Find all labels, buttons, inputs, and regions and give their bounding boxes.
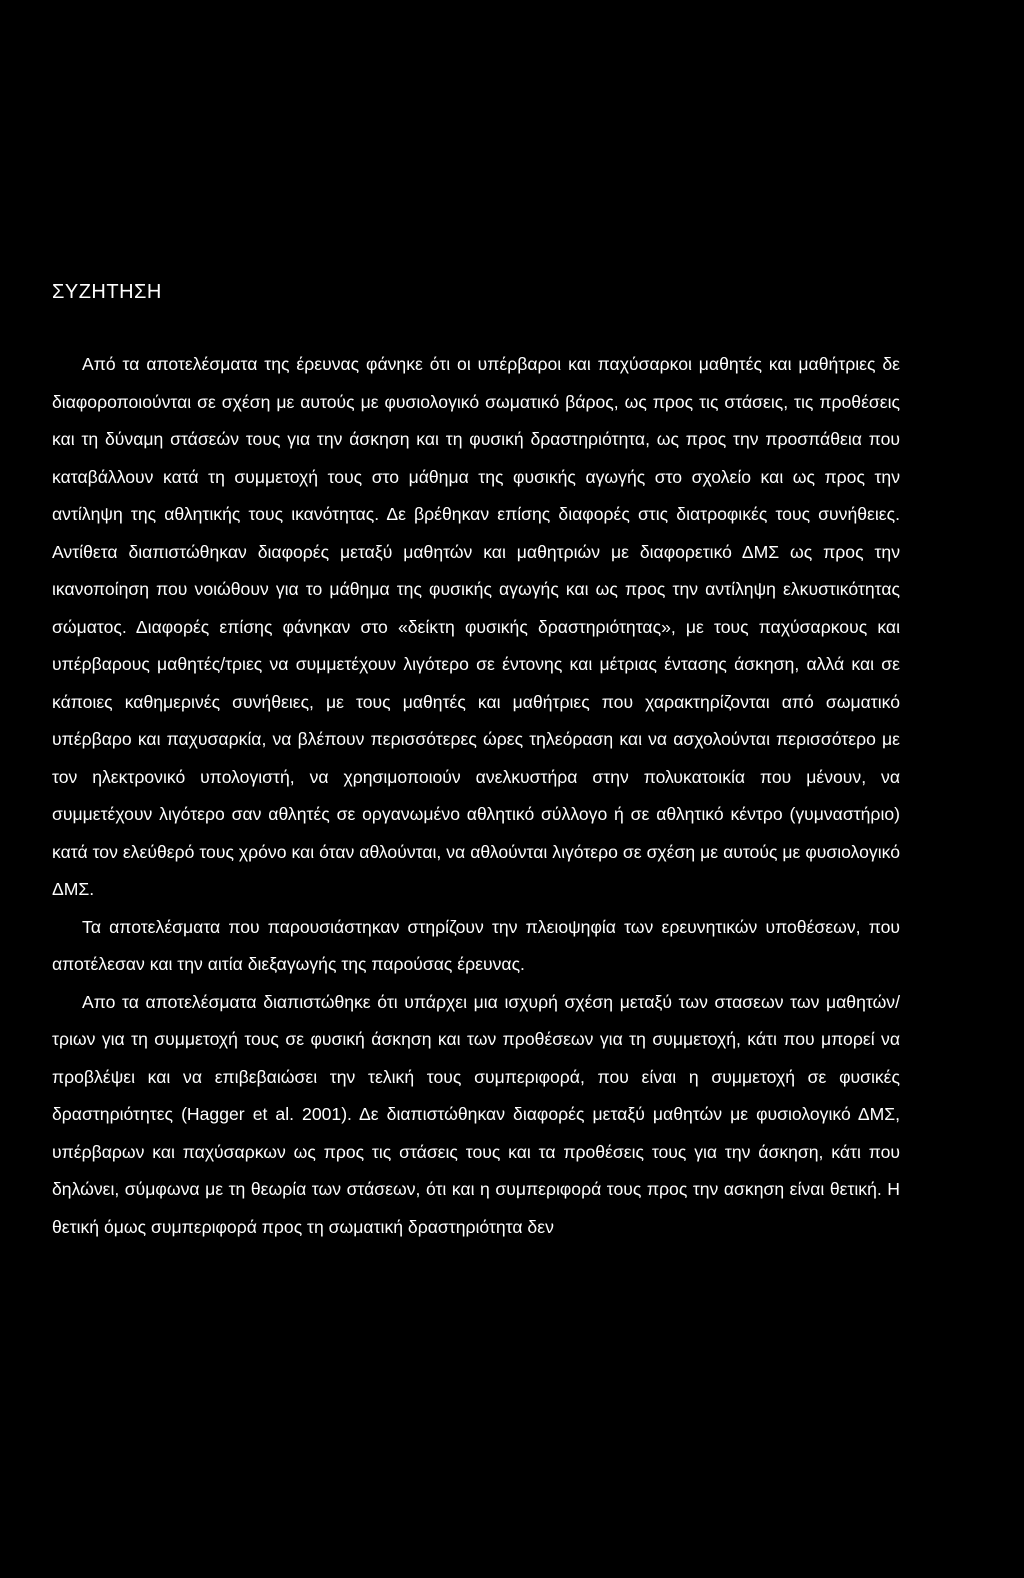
section-heading: ΣΥΖΗΤΗΣΗ [52, 281, 162, 303]
paragraph-findings: Από τα αποτελέσματα της έρευνας φάνηκε ότι οι υπέρβαροι και παχύσαρκοι μαθητές και μαθήτριες δε διαφοροποιούνται σε σχέση με αυτούς με φυσιολογικό σωματικό βάρος, ως προς τις στάσεις, τις προθέσεις και τη δύναμη στάσεών τους για την άσκηση και τη φυσική δραστηριότητα, ως προς την προσπάθεια που καταβάλλουν κατά τη συμμετοχή τους στο μάθημα της φυσικής αγωγής στο σχολείο και ως προς την αντίληψη της αθλητικής τους ικανότητας. Δε βρέθηκαν επίσης διαφορές στις διατροφικές τους συνήθειες. Αντίθετα διαπιστώθηκαν διαφορές μεταξύ μαθητών και μαθητριών με διαφορετικό ΔΜΣ ως προς την ικανοποίηση που νοιώθουν για το μάθημα της φυσικής αγωγής και ως προς την αντίληψη ελκυστικότητας σώματος. Διαφορές επίσης φάνηκαν στο «δείκτη φυσικής δραστηριότητας», με τους παχύσαρκους και υπέρβαρους μαθητές/τριες να συμμετέχουν λιγότερο σε έντονης και μέτριας έντασης άσκηση, αλλά και σε κάποιες καθημερινές συνήθειες, με τους μαθητές και μαθήτριες που χαρακτηρίζονται από σωματικό υπέρβαρο και παχυσαρκία, να βλέπουν περισσότερες ώρες τηλεόραση και να ασχολούνται περισσότερο με τον ηλεκτρονικό υπολογιστή, να χρησιμοποιούν ανελκυστήρα στην πολυκατοικία που μένουν, να συμμετέχουν λιγότερο σαν αθλητές σε οργανωμένο αθλητικό σύλλογο ή σε αθλητικό κέντρο (γυμναστήριο) κατά τον ελεύθερό τους χρόνο και όταν αθλούνται, να αθλούνται λιγότερο σε σχέση με αυτούς με φυσιολογικό ΔΜΣ. [52, 354, 900, 899]
paragraph-attitudes: Απο τα αποτελέσματα διαπιστώθηκε ότι υπάρχει μια ισχυρή σχέση μεταξύ των στασεων των μαθητών/τριων για τη συμμετοχή τους σε φυσική άσκηση και των προθέσεων για τη συμμετοχή, κάτι που μπορεί να προβλέψει και να επιβεβαιώσει την τελική τους συμπεριφορά, που είναι η συμμετοχή σε φυσικές δραστηριότητες (Hagger et al. 2001). Δε διαπιστώθηκαν διαφορές μεταξύ μαθητών με φυσιολογικό ΔΜΣ, υπέρβαρων και παχύσαρκων ως προς τις στάσεις τους και τα προθέσεις τους για την άσκηση, κάτι που δηλώνει, σύμφωνα με τη θεωρία των στάσεων, ότι και η συμπεριφορά τους προς την ασκηση είναι θετική. Η θετική όμως συμπεριφορά προς τη σωματική δραστηριότητα δεν [52, 991, 900, 1237]
paragraph-hypotheses: Τα αποτελέσματα που παρουσιάστηκαν στηρίζουν την πλειοψηφία των ερευνητικών υποθέσεων, που αποτέλεσαν και την αιτία διεξαγωγής της παρούσας έρευνας. [52, 916, 900, 974]
document-page [52, 280, 900, 1246]
